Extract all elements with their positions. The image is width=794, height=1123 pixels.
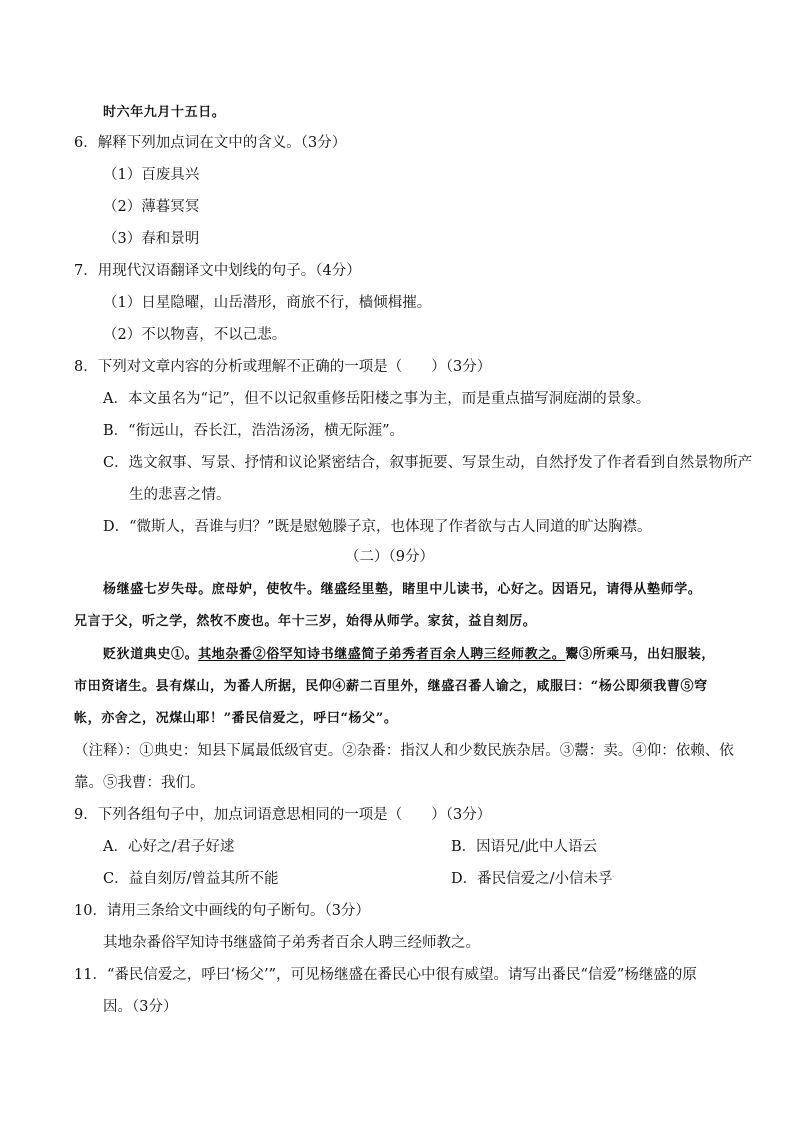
- question-11: 11．“番民信爱之，呼曰‘杨父’”，可见杨继盛在番民心中很有威望。请写出番民“信爱”杨继盛的原: [74, 967, 697, 983]
- question-8: 8．下列对文章内容的分析或理解不正确的一项是（ ）（3分）: [74, 359, 492, 375]
- question-7-item-1: （1）日星隐曜，山岳潜形，商旅不行，樯倾楫摧。: [103, 295, 432, 311]
- question-8-option-b: B．“衔远山，吞长江，浩浩汤汤，横无际涯”。: [103, 423, 404, 439]
- question-10-sentence: 其地杂番俗罕知诗书继盛简子弟秀者百余人聘三经师教之。: [103, 935, 480, 951]
- question-9-row-2: [103, 870, 613, 888]
- section-heading: （二）（9分）: [345, 549, 434, 565]
- passage-text: 贬狄道典史①。: [103, 647, 199, 662]
- question-9: 9．下列各组句子中，加点词语意思相同的一项是（ ）（3分）: [74, 807, 492, 823]
- question-8-option-d: D．“微斯人，吾谁与归？”既是慰勉滕子京，也体现了作者欲与古人同道的旷达胸襟。: [103, 519, 652, 535]
- passage-line: [103, 646, 715, 664]
- underlined-sentence: 其地杂番②俗罕知诗书继盛简子弟秀者百余人聘三经师教之。: [198, 647, 566, 662]
- passage-line: 市田资诸生。县有煤山，为番人所据，民仰④薪二百里外，继盛召番人谕之，咸服曰：“杨公即须我曹⑤穹: [74, 679, 708, 694]
- passage-line: 杨继盛七岁失母。庶母妒，使牧牛。继盛经里塾，睹里中儿读书，心好之。因语兄，请得从塾师学。: [103, 582, 702, 597]
- question-9-option-c: C．益自刻厉/曾益其所不能: [103, 871, 279, 887]
- question-9-option-a: A．心好之/君子好逑: [103, 839, 235, 855]
- passage-line: 兄言于父，听之学，然牧不废也。年十三岁，始得从师学。家贫，益自刻厉。: [74, 614, 537, 629]
- question-6-item-1: （1）百废具兴: [103, 167, 200, 183]
- annotation-line: （注释）：①典史：知县下属最低级官吏。②杂番：指汉人和少数民族杂居。③鬻：卖。④仰：依赖、依: [74, 743, 734, 759]
- question-6: 6．解释下列加点词在文中的含义。（3分）: [74, 135, 347, 151]
- annotation-line: 靠。⑤我曹：我们。: [74, 775, 205, 791]
- question-6-item-3: （3）春和景明: [103, 231, 200, 247]
- question-8-option-c-cont: 生的悲喜之情。: [129, 487, 231, 503]
- question-6-item-2: （2）薄暮冥冥: [103, 199, 200, 215]
- question-10: 10．请用三条给文中画线的句子断句。（3分）: [74, 903, 370, 919]
- question-9-row-1: [103, 838, 598, 856]
- question-8-option-c: C．选文叙事、写景、抒情和议论紧密结合，叙事扼要、写景生动，自然抒发了作者看到自然景物所产: [103, 455, 753, 471]
- question-9-option-b: B．因语兄/此中人语云: [451, 839, 598, 855]
- question-7-item-2: （2）不以物喜，不以己悲。: [103, 327, 287, 343]
- question-8-option-a: A．本文虽名为“记”，但不以记叙重修岳阳楼之事为主，而是重点描写洞庭湖的景象。: [103, 391, 651, 407]
- passage-line: 帐，亦舍之，况煤山耶！”番民信爱之，呼曰“杨父”。: [74, 711, 398, 726]
- question-11-cont: 因。（3分）: [103, 999, 178, 1015]
- question-7: 7．用现代汉语翻译文中划线的句子。（4分）: [74, 263, 361, 279]
- question-9-option-d: D．番民信爱之/小信未孚: [451, 871, 613, 887]
- passage-text: 鬻③所乘马，出妇服装，: [565, 647, 716, 662]
- text-line: 时六年九月十五日。: [103, 105, 226, 120]
